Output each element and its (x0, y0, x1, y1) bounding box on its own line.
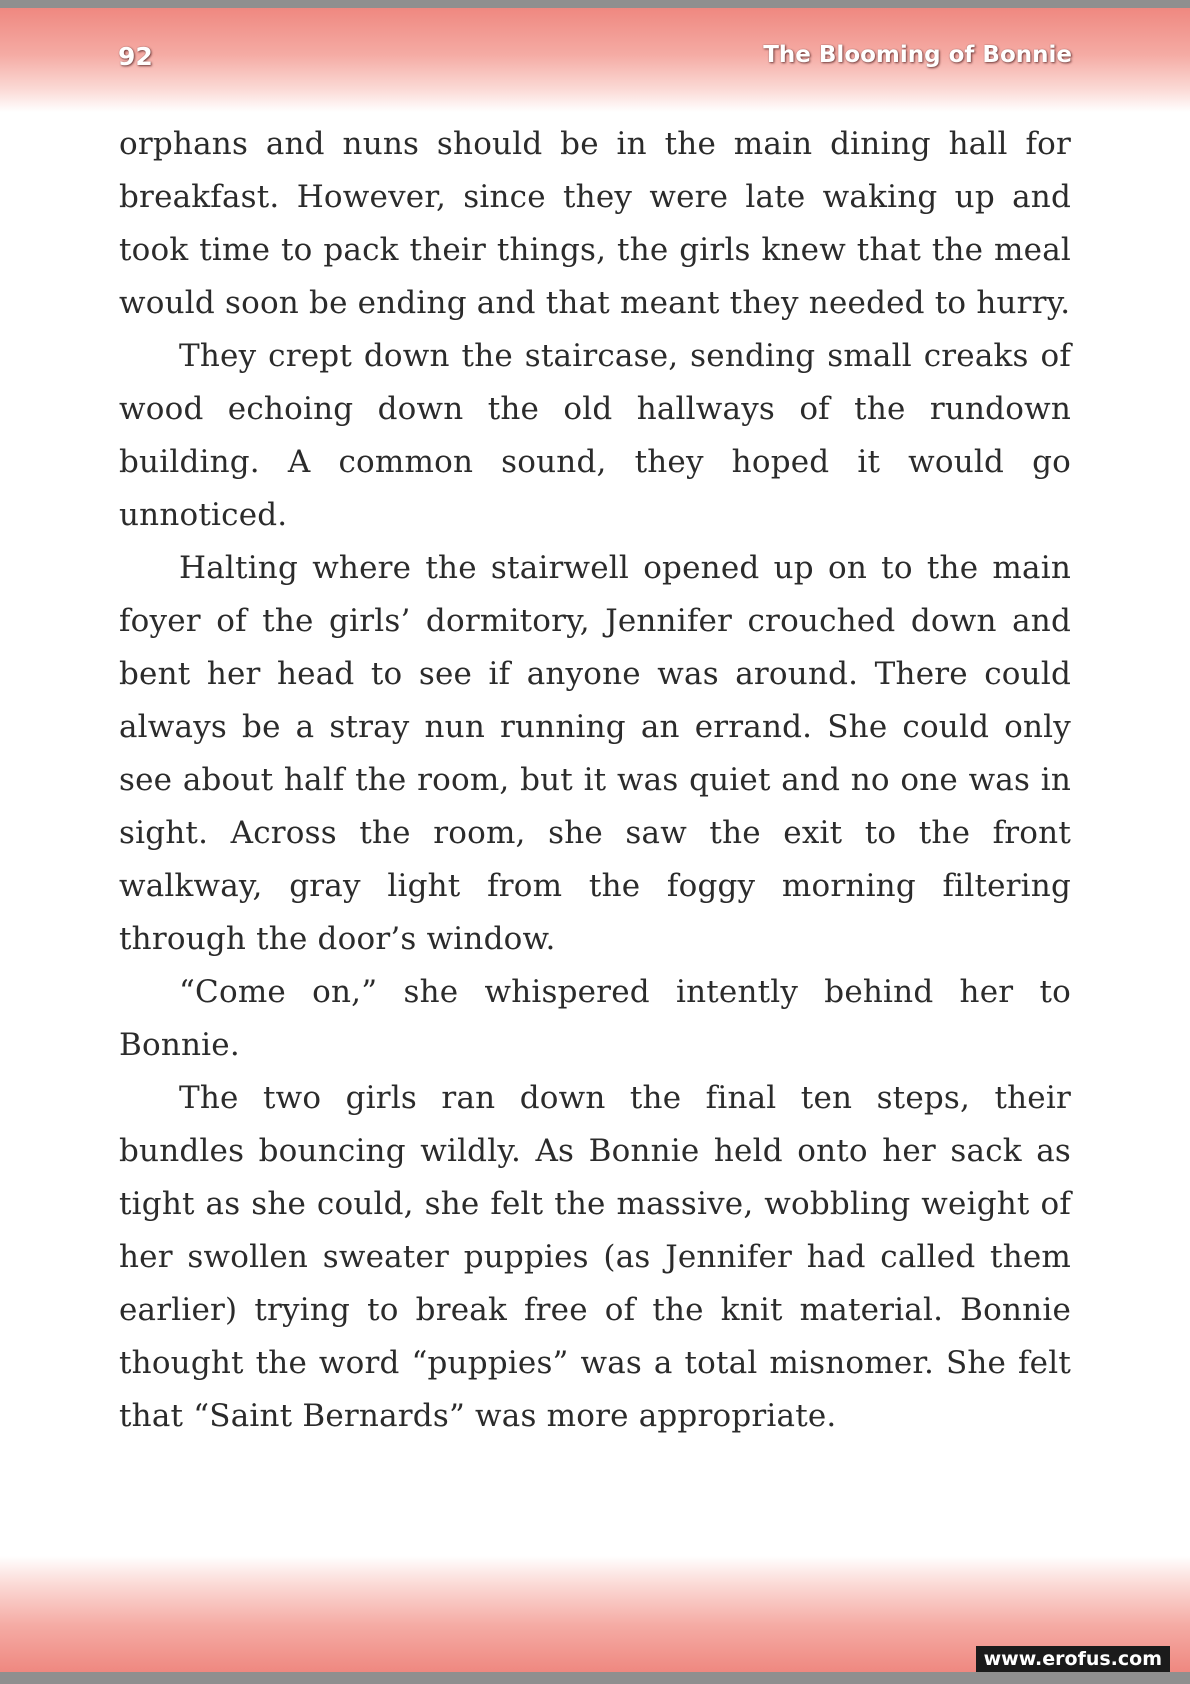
paragraph: The two girls ran down the final ten steps, their bundles bouncing wildly. As Bonnie held onto her sack as tight as she could, she felt the massive, wobbling weight of her swollen sweater puppies (as Jennifer had called them earlier) trying to break free of the knit material. Bonnie thought the word “puppies” was a total misnomer. She felt that “Saint Bernards” was more appropriate. (119, 1080, 1071, 1434)
page-header (0, 8, 1190, 112)
bottom-frame-bar (0, 1672, 1190, 1684)
page-body (119, 118, 1071, 1443)
paragraph: They crept down the staircase, sending small creaks of wood echoing down the old hallways of the rundown building. A common sound, they hoped it would go unnoticed. (119, 338, 1071, 533)
page-number: 92 (118, 42, 153, 71)
watermark-link[interactable]: www.erofus.com (976, 1646, 1170, 1672)
paragraph: orphans and nuns should be in the main dining hall for breakfast. However, since they were late waking up and took time to pack their things, the girls knew that the meal would soon be ending and that meant they needed to hurry. (119, 126, 1071, 321)
paragraph: “Come on,” she whispered intently behind her to Bonnie. (119, 974, 1071, 1063)
running-title: The Blooming of Bonnie (763, 42, 1072, 68)
paragraph: Halting where the stairwell opened up on to the main foyer of the girls’ dormitory, Jennifer crouched down and bent her head to see if anyone was around. There could always be a stray nun running an errand. She could only see about half the room, but it was quiet and no one was in sight. Across the room, she saw the exit to the front walkway, gray light from the foggy morning filtering through the door’s window. (119, 550, 1071, 957)
top-frame-bar (0, 0, 1190, 8)
